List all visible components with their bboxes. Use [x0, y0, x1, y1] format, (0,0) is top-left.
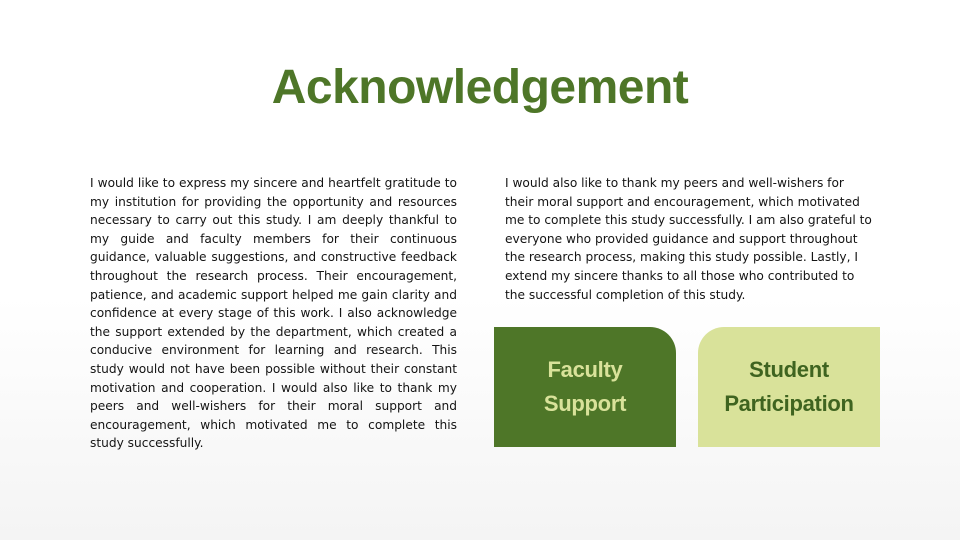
student-participation-card [698, 327, 880, 447]
student-participation-label: Student Participation [724, 357, 854, 416]
faculty-support-card [494, 327, 676, 447]
acknowledgement-paragraph-left: I would like to express my sincere and heartfelt gratitude to my institution for providing the opportunity and resources necessary to carry out this study. I am deeply thankful to my guide and faculty members for their continuous guidance, valuable suggestions, and constructive feedback throughout the research process. Their encouragement, patience, and academic support helped me gain clarity and confidence at every stage of this work. I also acknowledge the support extended by the department, which created a conducive environment for learning and research. This study would not have been possible without their constant motivation and cooperation. I would also like to thank my peers and well-wishers for their moral support and encouragement, which motivated me to complete this study successfully. [90, 176, 457, 451]
acknowledgement-paragraph-right: I would also like to thank my peers and well-wishers for their moral support and encouragement, which motivated me to complete this study successfully. I am also grateful to everyone who provided guidance and support throughout the research process, making this study possible. Lastly, I extend my sincere thanks to all those who contributed to the successful completion of this study. [505, 176, 872, 302]
faculty-support-label: Faculty Support [543, 357, 627, 416]
page-title: Acknowledgement [271, 61, 689, 114]
